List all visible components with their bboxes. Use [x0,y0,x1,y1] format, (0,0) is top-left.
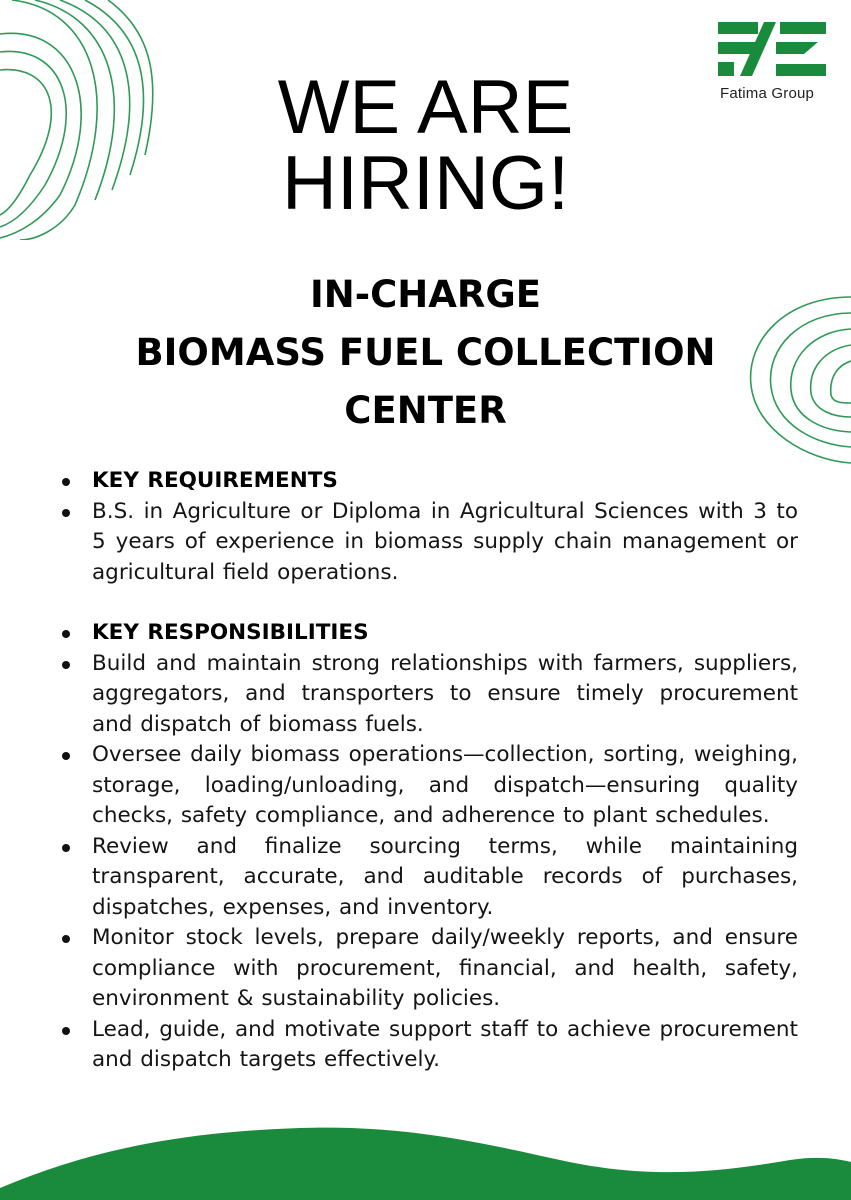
list-item: Lead, guide, and motivate support staff to achieve procurement and dispatch targets effectively. [60,1015,798,1076]
list-item: Oversee daily biomass operations—collection, sorting, weighing, storage, loading/unloading, and dispatch—ensuring quality checks, safety compliance, and adherence to plant schedules. [60,740,798,832]
brand-name: Fatima Group [720,85,815,102]
job-title-line-1: IN-CHARGE [310,273,541,316]
headline-line-2: HIRING! [281,141,570,226]
list-item: Monitor stock levels, prepare daily/weekly reports, and ensure compliance with procurement, financial, and health, safety, environment & sustainability policies. [60,923,798,1015]
job-title [0,266,851,440]
hiring-headline [0,65,851,226]
job-title-line-2: BIOMASS FUEL COLLECTION [135,331,716,374]
list-item: Review and finalize sourcing terms, while maintaining transparent, accurate, and auditable records of purchases, dispatches, expenses, and inventory. [60,832,798,924]
list-item: Build and maintain strong relationships with farmers, suppliers, aggregators, and transporters to ensure timely procurement and dispatch of biomass fuels. [60,649,798,741]
list-item: B.S. in Agriculture or Diploma in Agricultural Sciences with 3 to 5 years of experience in biomass supply chain management or agricultural field operations. [60,497,798,589]
responsibilities-heading: KEY RESPONSIBILITIES [60,618,798,649]
bottom-green-wave [0,1120,851,1200]
headline-line-1: WE ARE [277,65,574,150]
responsibilities-list [60,618,798,1076]
job-title-line-3: CENTER [344,389,507,432]
requirements-heading: KEY REQUIREMENTS [60,466,798,497]
job-description [60,466,798,1076]
requirements-list [60,466,798,588]
